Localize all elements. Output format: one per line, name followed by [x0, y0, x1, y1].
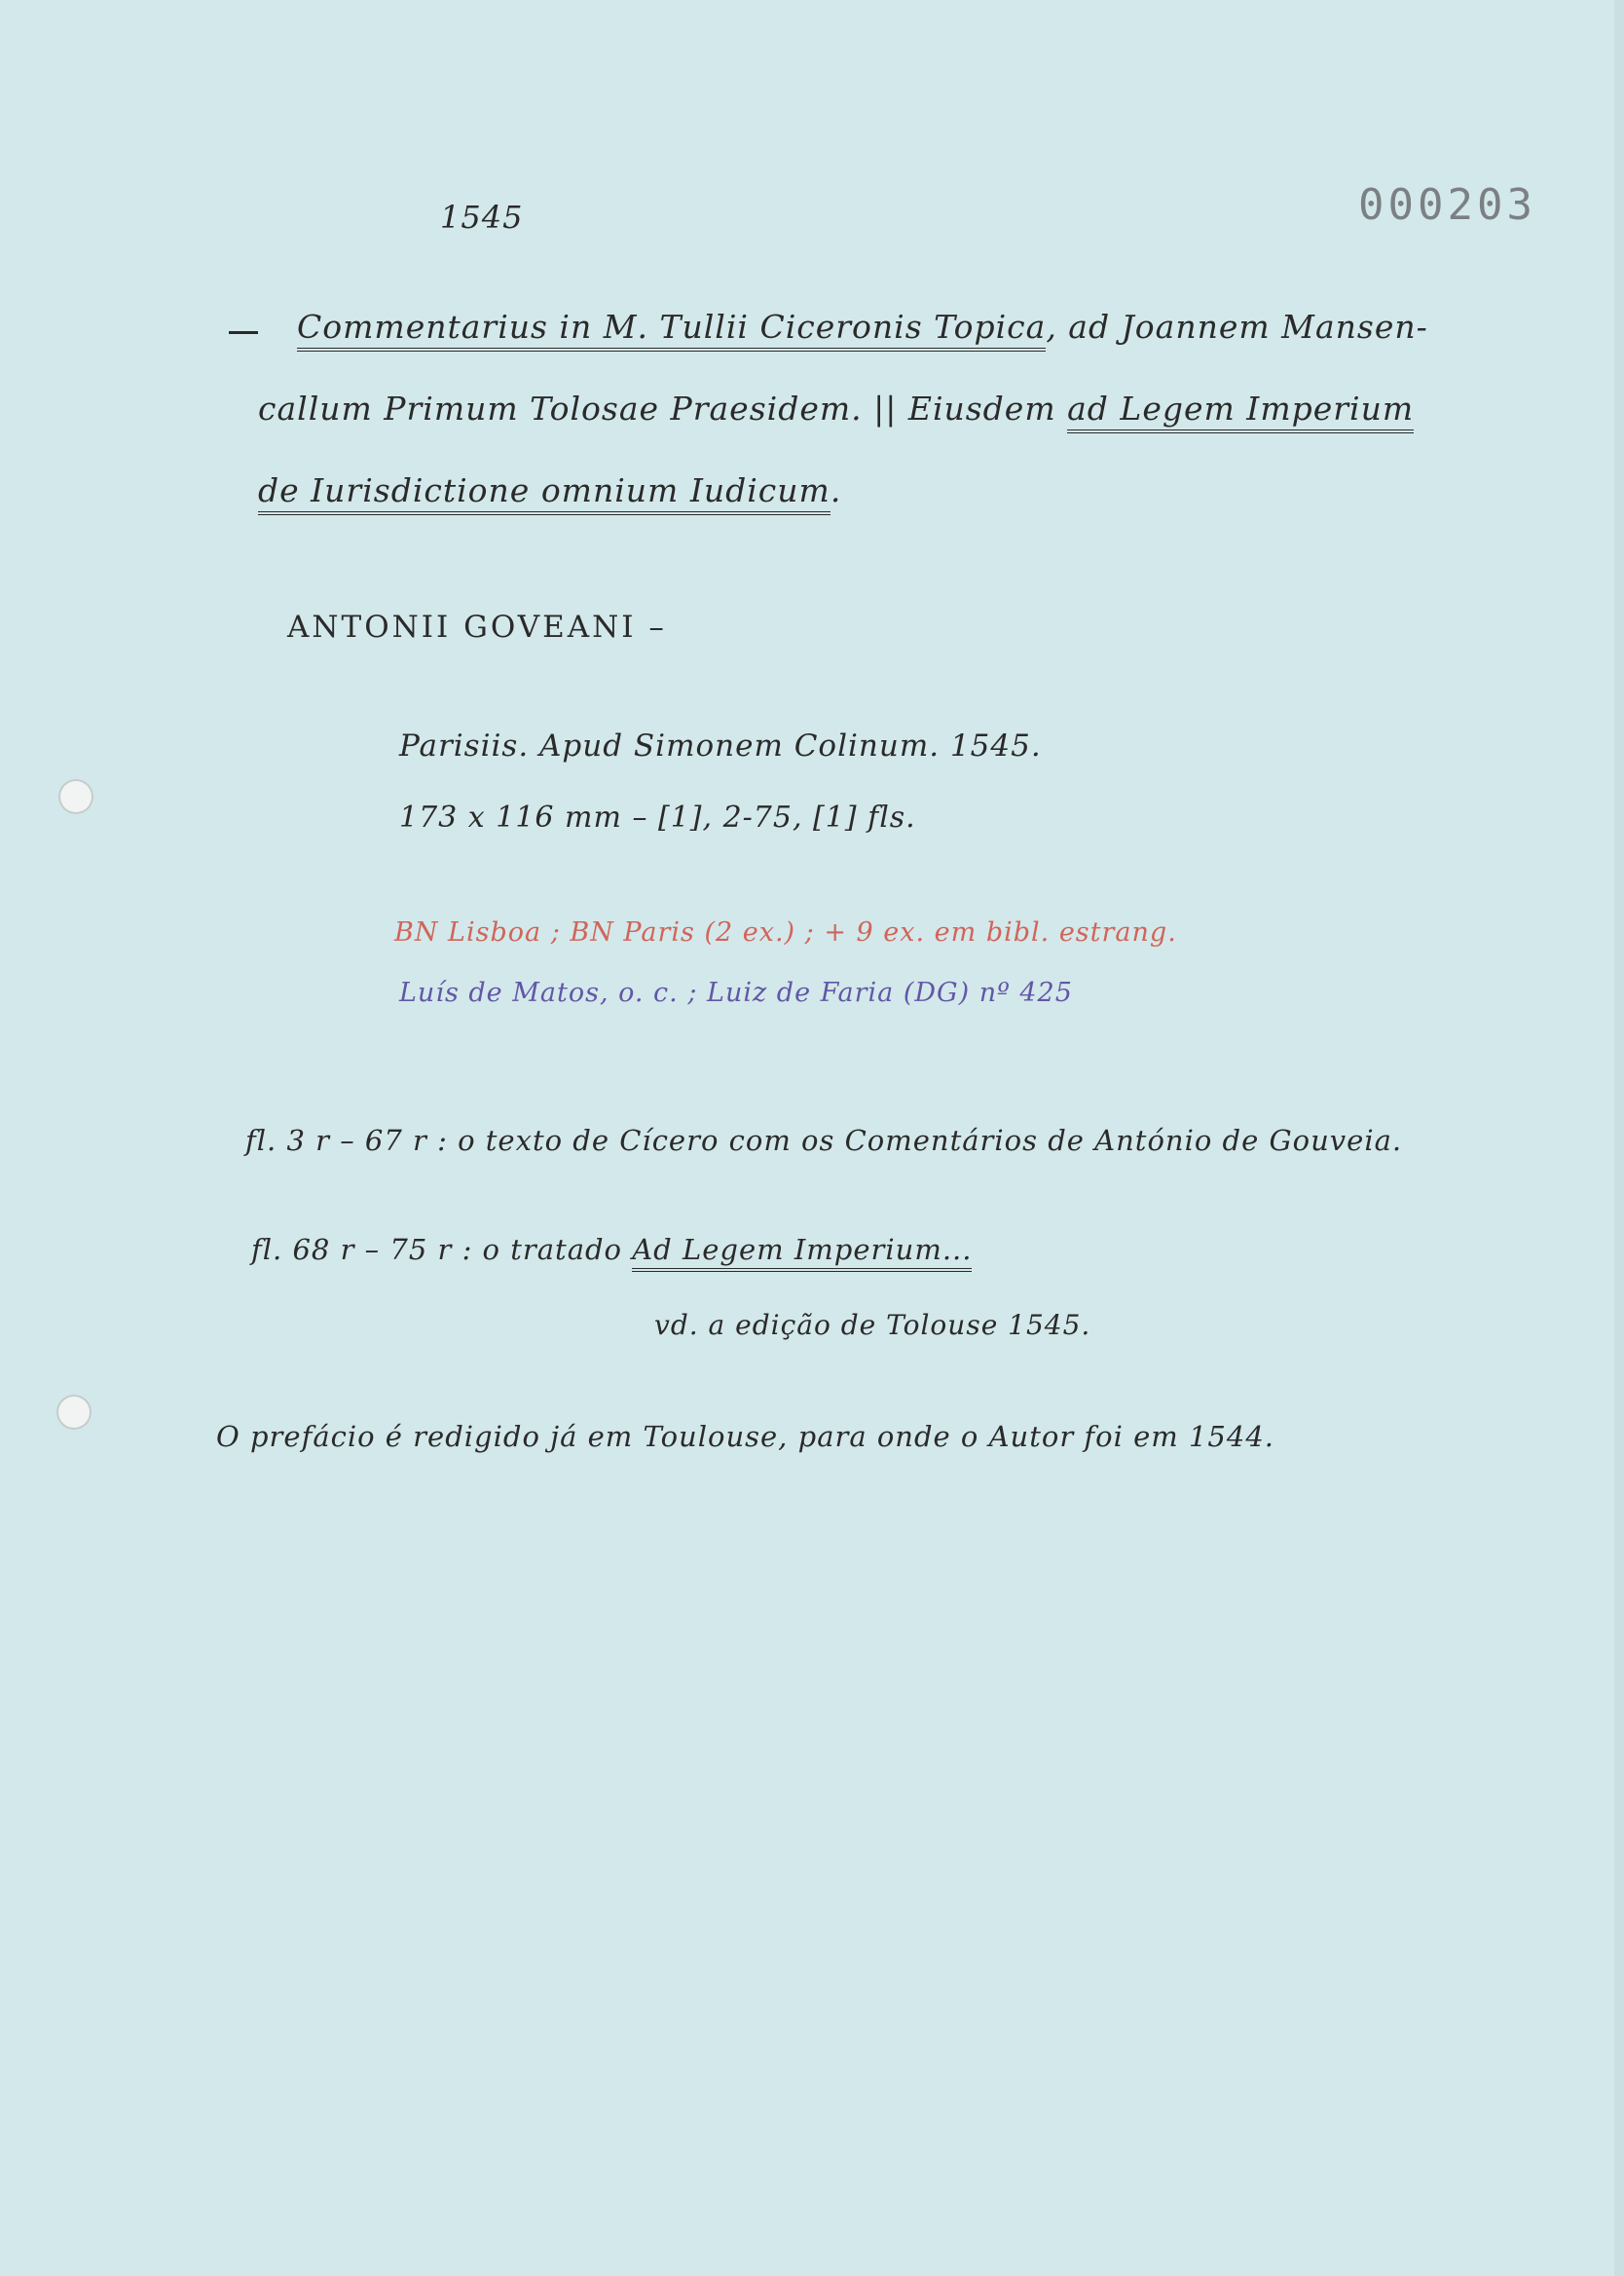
publication-year: 1545 — [440, 199, 524, 236]
imprint: Parisiis. Apud Simonem Colinum. 1545. — [399, 728, 1042, 764]
second-work-title: ad Legem Imperium — [1067, 390, 1414, 433]
note-contents-2 — [251, 1233, 972, 1266]
title-line-1 — [297, 308, 1428, 346]
entry-dash — [229, 331, 258, 334]
second-work-title-cont: de Iurisdictione omnium Iudicum — [258, 471, 830, 515]
physical-format: 173 x 116 mm – [1], 2-75, [1] fls. — [399, 801, 916, 835]
note-treatise-title: Ad Legem Imperium... — [632, 1233, 972, 1272]
note-preface: O prefácio é redigido já em Toulouse, para onde o Autor foi em 1544. — [216, 1420, 1275, 1453]
note-see-also: vd. a edição de Tolouse 1545. — [654, 1309, 1091, 1341]
author-name: ANTONII GOVEANI – — [287, 610, 667, 645]
catalog-number-stamp: 000203 — [1358, 180, 1536, 230]
punch-hole — [56, 1395, 92, 1430]
note-contents-1: fl. 3 r – 67 r : o texto de Cícero com os Comentários de António de Gouveia. — [245, 1124, 1403, 1157]
library-holdings: BN Lisboa ; BN Paris (2 ex.) ; + 9 ex. em bibl. estrang. — [394, 917, 1177, 948]
title-rest: , ad Joannem Mansen- — [1046, 308, 1428, 346]
title-underlined-part: Commentarius in M. Tullii Ciceronis Topica — [297, 308, 1046, 352]
title-plain-part: callum Primum Tolosae Praesidem. || Eiusdem — [258, 390, 1068, 428]
title-line-3 — [258, 471, 841, 509]
title-line-2 — [258, 390, 1414, 428]
title-end: . — [830, 471, 842, 509]
punch-hole — [58, 779, 93, 814]
note-plain-part: fl. 68 r – 75 r : o tratado — [251, 1233, 633, 1266]
bibliographic-references: Luís de Matos, o. c. ; Luiz de Faria (DG) nº 425 — [399, 978, 1073, 1008]
